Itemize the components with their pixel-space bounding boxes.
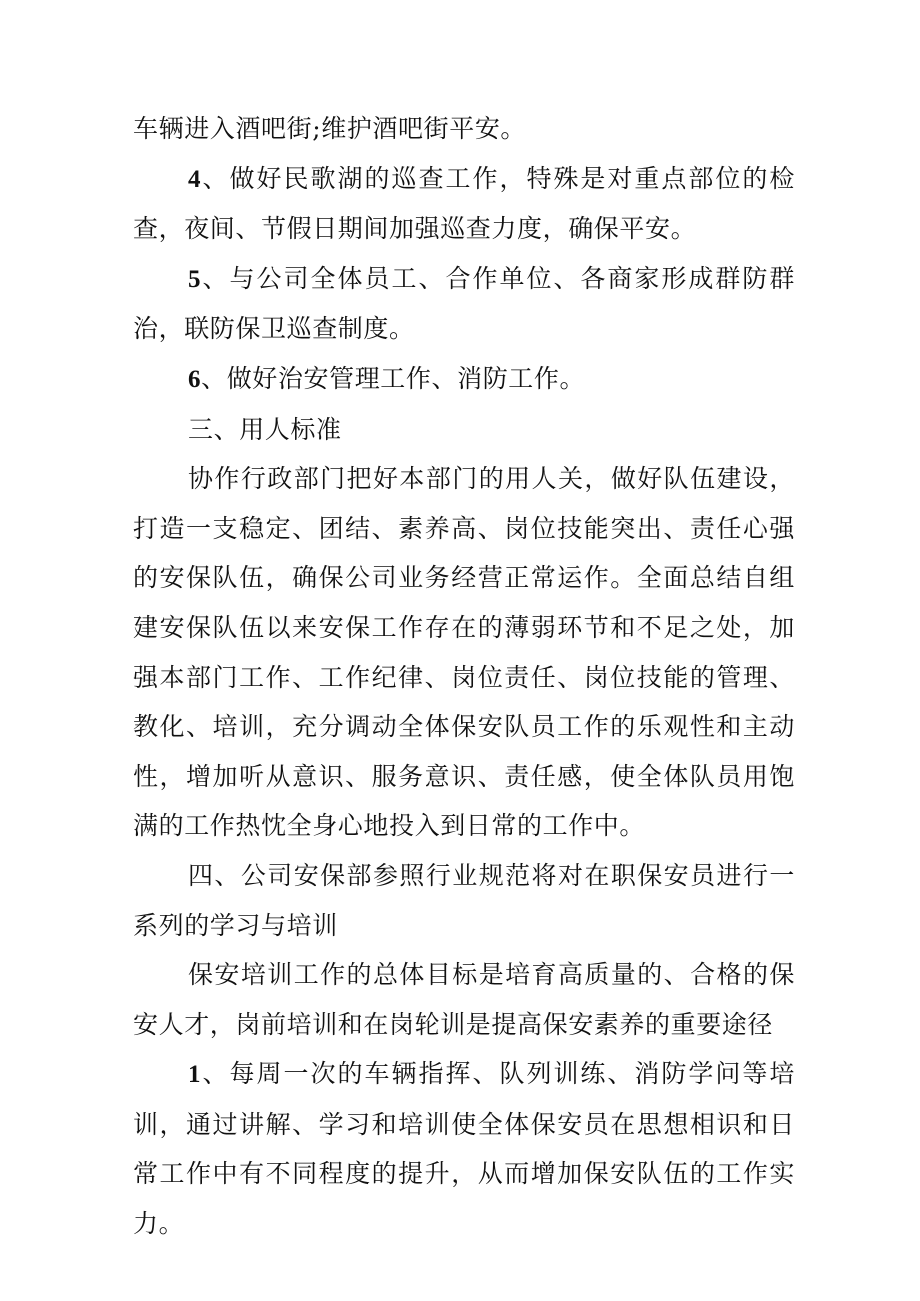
paragraph-text: 协作行政部门把好本部门的用人关，做好队伍建设，打造一支稳定、团结、素养高、岗位技能突出、责任心强的安保队伍，确保公司业务经营正常运作。全面总结自组建安保队伍以来安保工作存在的薄弱环节和不足之处，加强本部门工作、工作纪律、岗位责任、岗位技能的管理、教化、培训，充分调动全体保安队员工作的乐观性和主动性，增加听从意识、服务意识、责任感，使全体队员用饱满的工作热忱全身心地投入到日常的工作中。 bbox=[133, 464, 795, 841]
document-body bbox=[133, 104, 795, 1249]
paragraph-staffing bbox=[133, 454, 795, 851]
heading-text: 三、用人标准 bbox=[188, 414, 342, 444]
paragraph-item-4 bbox=[133, 154, 795, 254]
paragraph-training-goal bbox=[133, 950, 795, 1049]
paragraph-item-6 bbox=[133, 354, 795, 405]
paragraph-item-1 bbox=[133, 1049, 795, 1248]
item-number: 6 bbox=[188, 365, 202, 393]
item-number: 5 bbox=[188, 265, 202, 293]
paragraph-text: 车辆进入酒吧街;维护酒吧街平安。 bbox=[133, 114, 527, 143]
section-heading-4 bbox=[133, 851, 795, 950]
paragraph-text: 、做好民歌湖的巡查工作，特殊是对重点部位的检查，夜间、节假日期间加强巡查力度，确保平安。 bbox=[133, 163, 795, 244]
item-number: 1 bbox=[188, 1061, 202, 1089]
paragraph-item-5 bbox=[133, 254, 795, 354]
heading-text: 四、公司安保部参照行业规范将对在职保安员进行一系列的学习与培训 bbox=[133, 860, 795, 940]
paragraph-text: 、与公司全体员工、合作单位、各商家形成群防群治，联防保卫巡查制度。 bbox=[133, 263, 795, 344]
section-heading-3 bbox=[133, 405, 795, 455]
item-number: 4 bbox=[188, 165, 202, 193]
paragraph-text: 、每周一次的车辆指挥、队列训练、消防学问等培训，通过讲解、学习和培训使全体保安员在思想相识和日常工作中有不同程度的提升，从而增加保安队伍的工作实力。 bbox=[133, 1059, 795, 1239]
paragraph-text: 、做好治安管理工作、消防工作。 bbox=[201, 363, 586, 393]
paragraph-text: 保安培训工作的总体目标是培育高质量的、合格的保安人才，岗前培训和在岗轮训是提高保安素养的重要途径 bbox=[133, 960, 795, 1039]
paragraph-continuation bbox=[133, 104, 795, 154]
